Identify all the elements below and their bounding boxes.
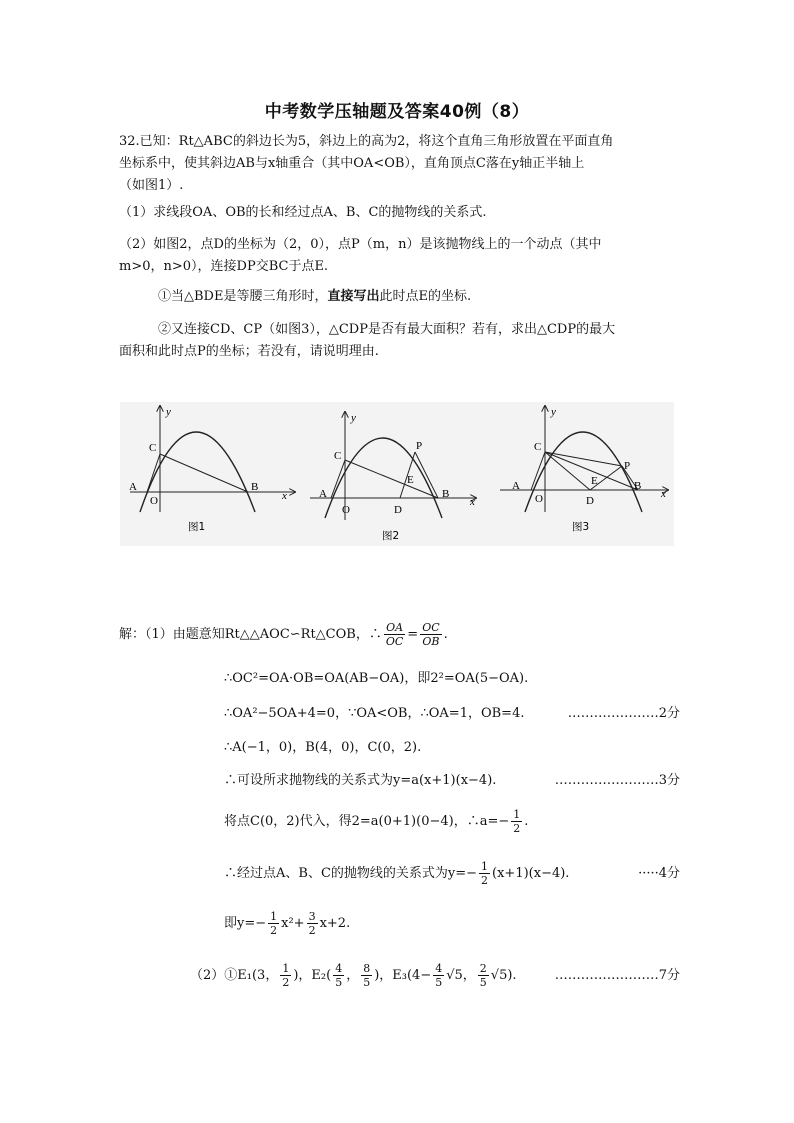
fraction-one-half-b: $\frac{1}{2}$ (481, 860, 489, 887)
fig3-label-b: B (634, 480, 642, 492)
solution-step-3 (224, 703, 680, 725)
fig2-label-o: O (342, 504, 350, 516)
fig2-segment-pb (415, 452, 438, 498)
fraction-oc-ob: $\frac{OC}{OB}$ (422, 621, 440, 648)
fig2-label-c: C (334, 450, 342, 462)
solution-1-text: 解：（1）由题意知Rt△△AOC∽Rt△COB，∴ (119, 627, 382, 642)
question-2-sub-1 (158, 286, 678, 308)
fig2-caption: 图2 (382, 530, 400, 542)
figures-svg (120, 402, 674, 546)
fig3-label-c: C (534, 441, 542, 453)
equals-sign: = (407, 627, 419, 642)
fig2-label-y: y (351, 412, 356, 424)
fraction-one-half: $\frac{1}{2}$ (513, 808, 521, 835)
solution-step-7: ∴经过点A、B、C的抛物线的关系式为y=− $\frac{1}{2}$ (x+1)(x−4). ·····4分 (224, 858, 680, 890)
fig2-segment-cb (345, 460, 438, 498)
fig3-segment-cd (545, 452, 590, 490)
fig3-caption: 图3 (572, 521, 590, 533)
solution-step-1: 解：（1）由题意知Rt△△AOC∽Rt△COB，∴ $\frac{OA}{OC}$ = $\frac{OC}{OB}$ . (119, 621, 448, 648)
fig3-label-e: E (591, 475, 598, 487)
fig1-segment-cb (160, 454, 248, 492)
solution-step-2: ∴OC²=OA·OB=OA(AB−OA)，即2²=OA(5−OA). (224, 671, 529, 686)
solution-step-4: ∴A(−1，0)，B(4，0)，C(0，2). (224, 740, 422, 755)
fig2-label-d: D (394, 504, 402, 516)
problem-line-3: （如图1）. (119, 178, 184, 193)
fig1-label-c: C (149, 442, 157, 454)
problem-line-1: 32.已知：Rt△ABC的斜边长为5，斜边上的高为2，将这个直角三角形放置在平面直角 (119, 134, 614, 149)
fig1-label-a: A (129, 481, 137, 493)
solution-step-5 (224, 770, 680, 792)
question-2-line-2: m>0，n>0），连接DP交BC于点E. (119, 259, 329, 274)
fig1-caption: 图1 (188, 521, 206, 533)
fraction-e1: $\frac{1}{2}$ (282, 962, 290, 989)
fig3-label-y: y (551, 406, 556, 418)
question-2 (119, 234, 679, 278)
fraction-e2-x: $\frac{4}{5}$ (335, 962, 343, 989)
fig2-label-e: E (407, 474, 414, 486)
sub-2-line-1: ②又连接CD、CP（如图3），△CDP是否有最大面积？若有，求出△CDP的最大 (158, 322, 616, 337)
figure-1 (129, 406, 295, 533)
sub-1-text-b: 此时点E的坐标. (379, 289, 472, 304)
question-1: （1）求线段OA、OB的长和经过点A、B、C的抛物线的关系式. (119, 205, 487, 220)
score-4: ·····4分 (638, 866, 680, 881)
fig2-label-b: B (442, 488, 450, 500)
score-7: ……………………7分 (554, 968, 680, 983)
fig1-label-x: x (282, 490, 287, 502)
fig3-label-x: x (661, 488, 666, 500)
fraction-e3-y: $\frac{2}{5}$ (479, 962, 487, 989)
fig2-label-x: x (470, 496, 475, 508)
sub-1-bold: 直接写出 (327, 289, 380, 304)
sub-2-line-2: 面积和此时点P的坐标；若没有，请说明理由. (119, 344, 379, 359)
question-2-sub-2 (119, 319, 679, 363)
fig1-label-o: O (150, 495, 158, 507)
score-3: ……………………3分 (554, 773, 680, 788)
solution-step-8: 即y=− $\frac{1}{2}$ x²+ $\frac{3}{2}$ x+2. (224, 910, 351, 937)
fig3-label-a: A (512, 480, 520, 492)
fig2-segment-ac (331, 460, 345, 498)
score-2: …………………2分 (567, 706, 680, 721)
figures-panel (120, 402, 674, 546)
fig1-segment-ac (147, 454, 160, 492)
fig3-label-d: D (586, 495, 594, 507)
solution-3-text: ∴OA²−5OA+4=0，∵OA<OB，∴OA=1，OB=4. (224, 706, 525, 721)
fig1-label-y: y (166, 406, 171, 418)
fraction-e3-x: $\frac{4}{5}$ (435, 962, 443, 989)
question-2-line-1: （2）如图2，点D的坐标为（2，0），点P（m，n）是该抛物线上的一个动点（其中 (119, 237, 602, 252)
fig2-label-p: P (416, 440, 423, 452)
figure-3 (500, 406, 668, 533)
fig3-label-p: P (624, 460, 631, 472)
fraction-oa-oc: $\frac{OA}{OC}$ (385, 621, 404, 648)
solution-part-2: （2）①E₁(3， $\frac{1}{2}$ )，E₂( $\frac{4}{5}$ ， $\frac{8}{5}$ )，E₃(4− $\frac{4}{5}$ √5， $\frac{2}{5}$ √5). ……………………7分 (190, 960, 680, 992)
fraction-one-half-c: $\frac{1}{2}$ (270, 910, 278, 937)
fraction-three-halves: $\frac{3}{2}$ (308, 910, 316, 937)
fraction-e2-y: $\frac{8}{5}$ (363, 962, 371, 989)
solution-5-text: ∴可设所求抛物线的关系式为y=a(x+1)(x−4). (224, 773, 497, 788)
problem-statement (119, 131, 679, 197)
fig1-label-b: B (251, 481, 259, 493)
solution-step-6: 将点C(0，2)代入，得2=a(0+1)(0−4)，∴a=− $\frac{1}{2}$ . (224, 808, 529, 835)
figure-2 (310, 412, 476, 542)
fig3-label-o: O (535, 493, 543, 505)
sub-1-text-a: ①当△BDE是等腰三角形时， (158, 289, 328, 304)
fig2-label-a: A (319, 488, 327, 500)
problem-line-2: 坐标系中，使其斜边AB与x轴重合（其中OA<OB），直角顶点C落在y轴正半轴上 (119, 156, 585, 171)
page-title: 中考数学压轴题及答案40例（8） (264, 102, 530, 122)
fig3-segment-cp (545, 452, 622, 466)
